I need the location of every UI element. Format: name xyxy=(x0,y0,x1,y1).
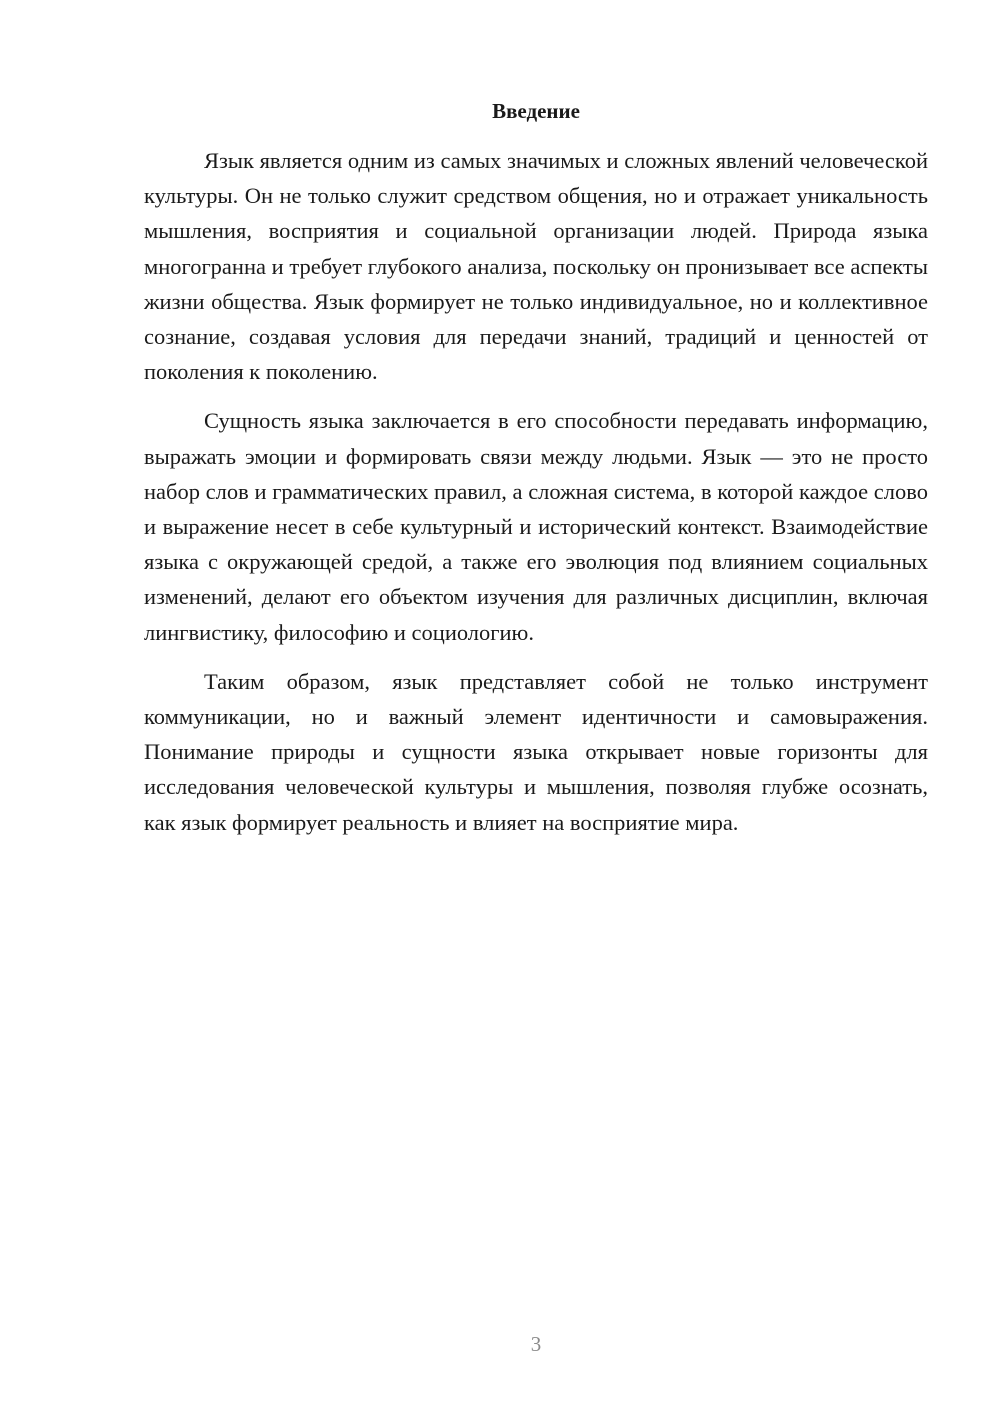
paragraph-2: Сущность языка заключается в его способности передавать информацию, выражать эмоции и формировать связи между людьми. Язык — это не просто набор слов и грамматических правил, а сложная система, в которой каждое слово и выражение несет в себе культурный и исторический контекст. Взаимодействие языка с окружающей средой, а также его эволюция под влиянием социальных изменений, делают его объектом изучения для различных дисциплин, включая лингвистику, философию и социологию. xyxy=(144,408,928,645)
paragraph-1: Язык является одним из самых значимых и сложных явлений человеческой культуры. Он не только служит средством общения, но и отражает уникальность мышления, восприятия и социальной организации людей. Природа языка многогранна и требует глубокого анализа, поскольку он пронизывает все аспекты жизни общества. Язык формирует не только индивидуальное, но и коллективное сознание, создавая условия для передачи знаний, традиций и ценностей от поколения к поколению. xyxy=(144,148,928,385)
paragraph-3: Таким образом, язык представляет собой не только инструмент коммуникации, но и важный элемент идентичности и самовыражения. Понимание природы и сущности языка открывает новые горизонты для исследования человеческой культуры и мышления, позволяя глубже осознать, как язык формирует реальность и влияет на восприятие мира. xyxy=(144,668,928,835)
section-title: Введение xyxy=(492,99,580,123)
page-content xyxy=(144,94,928,854)
page-number: 3 xyxy=(530,1332,542,1356)
